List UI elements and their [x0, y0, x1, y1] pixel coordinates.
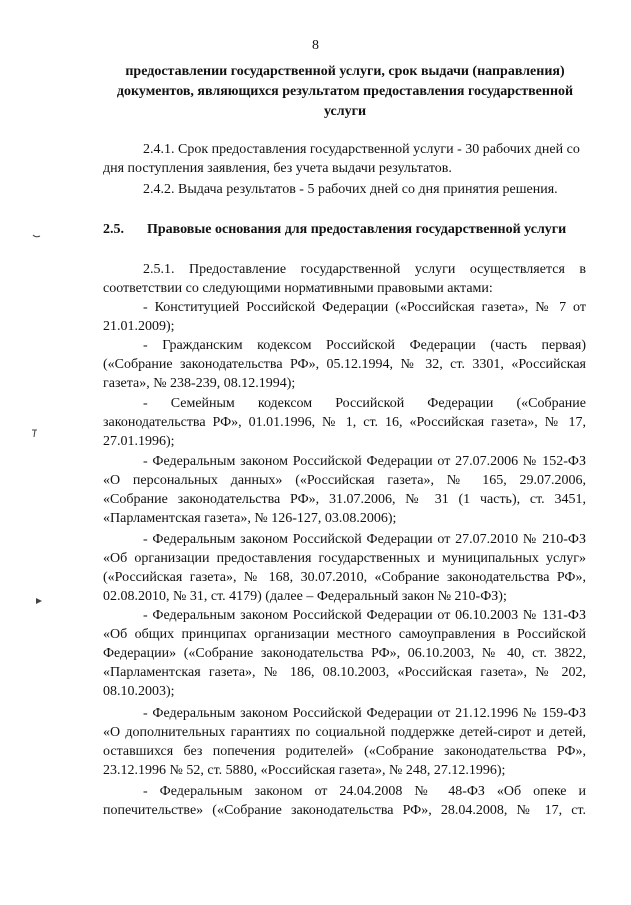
act-item	[103, 782, 586, 820]
scan-artifact-mark	[32, 232, 42, 242]
page-number: 8	[312, 38, 319, 53]
text-line: 2.5.1. Предоставление государственной услуги осуществляется в	[143, 262, 586, 277]
act-item	[103, 394, 586, 451]
text-line: - Федеральным законом от 24.04.2008 № 48-ФЗ «Об опеке и	[143, 784, 586, 799]
text-line: - Гражданским кодексом Российской Федерации (часть первая)	[143, 338, 586, 353]
text-line: «Об общих принципах организации местного самоуправления в Российской	[103, 627, 586, 642]
act-item	[103, 530, 586, 606]
text-line: («Российская газета», № 168, 30.07.2010, «Собрание законодательства РФ»,	[103, 570, 586, 585]
text-line: «Парламентская газета», № 126-127, 03.08.2006);	[103, 511, 397, 526]
scan-artifact-mark	[30, 428, 40, 438]
text-line: - Федеральным законом Российской Федерации от 21.12.1996 № 159-ФЗ	[143, 706, 586, 721]
text-line: «Собрание законодательства РФ», 31.07.2006, № 31 (1 часть), ст. 3451,	[103, 492, 586, 507]
text-line: «Об организации предоставления государственных и муниципальных услуг»	[103, 551, 586, 566]
text-line: 2.4.2. Выдача результатов - 5 рабочих дней со дня принятия решения.	[143, 182, 558, 197]
act-item	[103, 298, 586, 336]
text-line: газета», № 238-239, 08.12.1994);	[103, 376, 296, 391]
text-line: 08.10.2003);	[103, 684, 175, 699]
act-item	[103, 606, 586, 701]
text-line: («Собрание законодательства РФ», 05.12.1994, № 32, ст. 3301, «Российская	[103, 357, 586, 372]
heading-line: документов, являющихся результатом предоставления государственной	[116, 84, 574, 99]
text-line: 27.01.1996);	[103, 434, 175, 449]
act-item	[103, 336, 586, 393]
section-number: 2.5.	[103, 222, 124, 237]
act-item	[103, 452, 586, 528]
text-line: оставшихся без попечения родителей» («Собрание законодательства РФ»,	[103, 744, 586, 759]
section-heading-2-4	[100, 62, 590, 122]
text-line: «Парламентская газета», № 186, 08.10.2003, «Российская газета», № 202,	[103, 665, 586, 680]
text-line: - Конституцией Российской Федерации («Российская газета», № 7 от	[143, 300, 586, 315]
text-line: - Семейным кодексом Российской Федерации («Собрание	[143, 396, 586, 411]
text-line: 23.12.1996 № 52, ст. 5880, «Российская газета», № 248, 27.12.1996);	[103, 763, 506, 778]
paragraph-2-4-1	[103, 140, 586, 178]
text-line: попечительстве» («Собрание законодательства РФ», 28.04.2008, № 17, ст.	[103, 803, 586, 818]
text-line: 2.4.1. Срок предоставления государственной услуги - 30 рабочих дней со	[143, 142, 580, 157]
section-title: Правовые основания для предоставления государственной услуги	[147, 222, 567, 237]
text-line: законодательства РФ», 01.01.1996, № 1, ст. 16, «Российская газета», № 17,	[103, 415, 586, 430]
heading-line: предоставлении государственной услуги, срок выдачи (направления)	[125, 64, 565, 79]
text-line: «О дополнительных гарантиях по социальной поддержке детей-сирот и детей,	[103, 725, 586, 740]
text-line: «О персональных данных» («Российская газета», № 165, 29.07.2006,	[103, 473, 586, 488]
paragraph-2-5-1	[103, 260, 586, 298]
text-line: Федерации» («Собрание законодательства РФ», 06.10.2003, № 40, ст. 3822,	[103, 646, 586, 661]
text-line: - Федеральным законом Российской Федерации от 27.07.2006 № 152-ФЗ	[143, 454, 586, 469]
section-heading-2-5	[103, 220, 586, 239]
paragraph-2-4-2	[103, 180, 586, 199]
text-line: - Федеральным законом Российской Федерации от 06.10.2003 № 131-ФЗ	[143, 608, 586, 623]
act-item	[103, 704, 586, 780]
text-line: - Федеральным законом Российской Федерации от 27.07.2010 № 210-ФЗ	[143, 532, 586, 547]
text-line: 02.08.2010, № 31, ст. 4179) (далее – Федеральный закон № 210-ФЗ);	[103, 589, 507, 604]
text-line: дня поступления заявления, без учета выдачи результатов.	[103, 161, 452, 176]
heading-line: услуги	[323, 104, 367, 119]
text-line: 21.01.2009);	[103, 319, 175, 334]
text-line: соответствии со следующими нормативными правовыми актами:	[103, 281, 493, 296]
scan-artifact-mark	[34, 596, 44, 606]
